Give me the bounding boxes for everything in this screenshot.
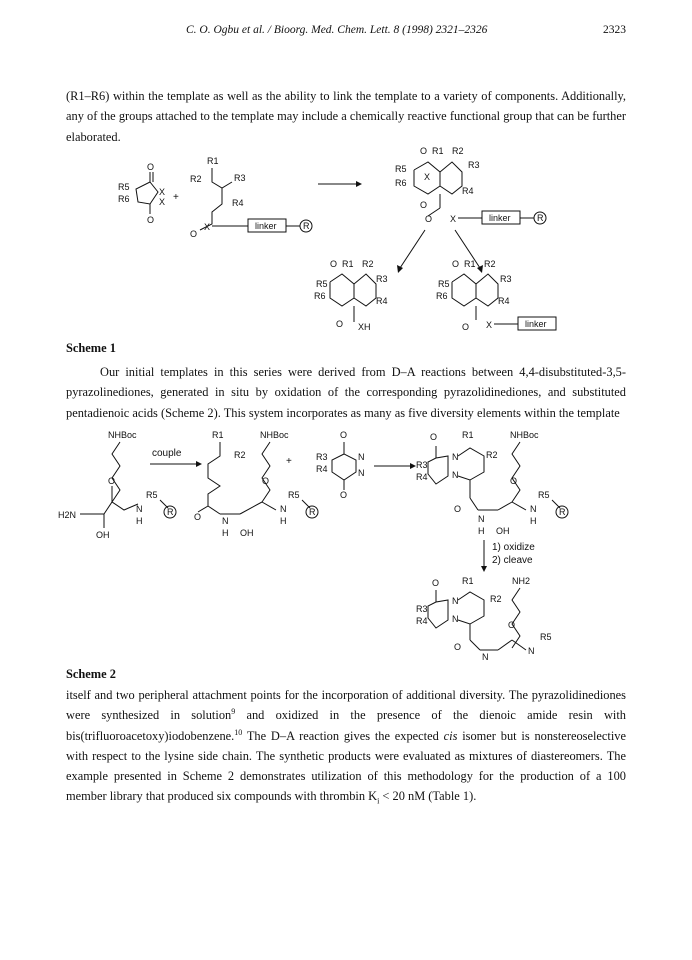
svg-text:R5: R5 [118,182,130,192]
svg-text:O: O [330,259,338,269]
scheme-1-caption: Scheme 1 [66,341,116,355]
svg-text:O: O [430,432,438,442]
svg-text:R5: R5 [146,490,158,500]
scheme-2-figure [0,428,692,663]
svg-text:R2: R2 [234,450,246,460]
svg-text:X: X [159,187,166,197]
svg-text:O: O [194,512,202,522]
svg-text:H: H [478,526,485,536]
svg-text:N: N [452,614,459,624]
svg-text:O: O [452,259,460,269]
svg-text:O: O [432,578,440,588]
scheme1-dione [118,162,165,225]
svg-text:N: N [452,470,459,480]
scheme1-diene [190,156,312,239]
svg-text:R4: R4 [316,464,328,474]
svg-text:R4: R4 [462,186,474,196]
svg-text:N: N [452,596,459,606]
svg-text:R4: R4 [416,616,428,626]
svg-text:linker: linker [525,319,547,329]
scheme2-dienoic-amide [194,430,318,538]
svg-text:N: N [222,516,229,526]
svg-text:H2N: H2N [58,510,77,520]
svg-text:R3: R3 [234,173,246,183]
svg-text:R1: R1 [212,430,224,440]
svg-text:R2: R2 [490,594,502,604]
svg-text:O: O [462,322,470,332]
svg-text:couple: couple [152,448,182,459]
svg-text:X: X [486,320,493,330]
svg-text:R1: R1 [207,156,219,166]
scheme-2-caption: Scheme 2 [66,667,116,681]
svg-text:X: X [159,197,166,207]
svg-text:O: O [454,504,462,514]
svg-text:R4: R4 [498,296,510,306]
svg-text:R5: R5 [288,490,300,500]
paragraph-results: itself and two peripheral attachment points for the incorporation of additional diversity. The pyrazolidinediones were synthesized in solution$^9$ and oxidized in the presence of the dienoic amide resin with bis(trifluoroacetoxy)iodobenzene.$^{10}$ The D–A reaction gives the expected cis isomer but is nonstereoselective with respect to the lysine side chain. The synthetic products were evaluated as mixtures of diastereomers. The example presented in Scheme 2 demonstrates utilization of this methodology for the production of a 100 member library that produced six compounds with thrombin $K_i < 20$ nM (Table 1). [66,688,626,806]
svg-text:O: O [190,229,198,239]
reference-10: 10 [234,727,243,737]
svg-text:N: N [478,514,485,524]
svg-text:R5: R5 [438,279,450,289]
svg-text:R3: R3 [500,274,512,284]
svg-text:+: + [173,192,179,203]
svg-text:R1: R1 [462,576,474,586]
scheme2-final-product [416,576,552,662]
svg-text:R6: R6 [436,291,448,301]
svg-text:O: O [340,490,348,500]
svg-text:OH: OH [496,526,510,536]
svg-text:R2: R2 [484,259,496,269]
svg-text:R2: R2 [452,146,464,156]
paragraph-templates: Our initial templates in this series were derived from D–A reactions between 4,4-disubstituted-3,5-pyrazolinediones, generated in situ by oxidation of the corresponding pyrazolidinediones, and substituted pentadienoic acids (Scheme 2). This system incorporates as many as five diversity elements within the template [66,365,626,420]
svg-text:O: O [454,642,462,652]
scheme2-pyrazolinedione [316,430,365,500]
svg-text:O: O [147,162,155,172]
svg-text:NH2: NH2 [512,576,531,586]
svg-text:X: X [204,222,211,232]
svg-text:O: O [336,319,344,329]
svg-text:R5: R5 [540,632,552,642]
svg-text:N: N [530,504,537,514]
page-number: 2323 [603,24,626,36]
svg-text:R: R [167,507,174,517]
svg-text:R5: R5 [395,164,407,174]
svg-text:R: R [537,213,544,223]
svg-text:X: X [450,214,457,224]
svg-text:N: N [528,646,535,656]
svg-text:X: X [424,172,431,182]
svg-text:R2: R2 [486,450,498,460]
svg-text:R6: R6 [118,194,130,204]
svg-text:R4: R4 [376,296,388,306]
svg-text:1) oxidize: 1) oxidize [492,542,535,553]
svg-text:O: O [420,200,428,210]
svg-text:O: O [147,215,155,225]
svg-text:R5: R5 [316,279,328,289]
scheme2-cycloadduct [416,430,568,536]
svg-text:OH: OH [96,530,110,540]
svg-text:H: H [280,516,287,526]
svg-text:O: O [420,146,428,156]
svg-text:H: H [222,528,229,538]
svg-text:R3: R3 [416,604,428,614]
svg-text:N: N [482,652,489,662]
journal-citation: C. O. Ogbu et al. / Bioorg. Med. Chem. Lett. 8 (1998) 2321–2326 [186,24,488,36]
svg-text:R1: R1 [462,430,474,440]
svg-text:R4: R4 [416,472,428,482]
svg-text:O: O [262,476,270,486]
svg-text:R2: R2 [190,174,202,184]
scheme2-lysine-resin [58,430,176,540]
svg-text:R: R [559,507,566,517]
scheme1-product-cleaved [314,259,388,332]
svg-text:R3: R3 [468,160,480,170]
svg-text:H: H [136,516,143,526]
svg-text:O: O [425,214,433,224]
svg-text:linker: linker [489,213,511,223]
svg-text:N: N [136,504,143,514]
svg-text:N: N [358,468,365,478]
svg-text:R1: R1 [464,259,476,269]
svg-text:R1: R1 [342,259,354,269]
svg-text:O: O [508,620,516,630]
svg-text:R4: R4 [232,198,244,208]
scheme-1-figure [0,142,692,342]
reference-9: 9 [231,707,236,717]
svg-text:R6: R6 [314,291,326,301]
svg-text:NHBoc: NHBoc [260,430,289,440]
svg-text:H: H [530,516,537,526]
svg-text:NHBoc: NHBoc [108,430,137,440]
svg-text:N: N [452,452,459,462]
svg-text:XH: XH [358,322,371,332]
svg-text:O: O [108,476,116,486]
svg-text:R6: R6 [395,178,407,188]
svg-text:R2: R2 [362,259,374,269]
svg-text:R3: R3 [316,452,328,462]
svg-text:R3: R3 [416,460,428,470]
svg-text:R1: R1 [432,146,444,156]
svg-text:R: R [309,507,316,517]
svg-text:O: O [510,476,518,486]
svg-text:linker: linker [255,221,277,231]
svg-text:R3: R3 [376,274,388,284]
svg-text:2) cleave: 2) cleave [492,555,533,566]
svg-text:O: O [340,430,348,440]
svg-text:N: N [358,452,365,462]
svg-text:R5: R5 [538,490,550,500]
paragraph-intro: (R1–R6) within the template as well as the ability to link the template to a variety of components. Additionally, any of the groups attached to the template may include a chemically reactive functional group that can be further elaborated. [66,89,626,144]
svg-text:NHBoc: NHBoc [510,430,539,440]
scheme1-product [395,146,546,224]
svg-text:+: + [286,456,292,467]
svg-text:N: N [280,504,287,514]
svg-text:OH: OH [240,528,254,538]
svg-text:R: R [303,221,310,231]
scheme1-product-bound [436,259,556,332]
